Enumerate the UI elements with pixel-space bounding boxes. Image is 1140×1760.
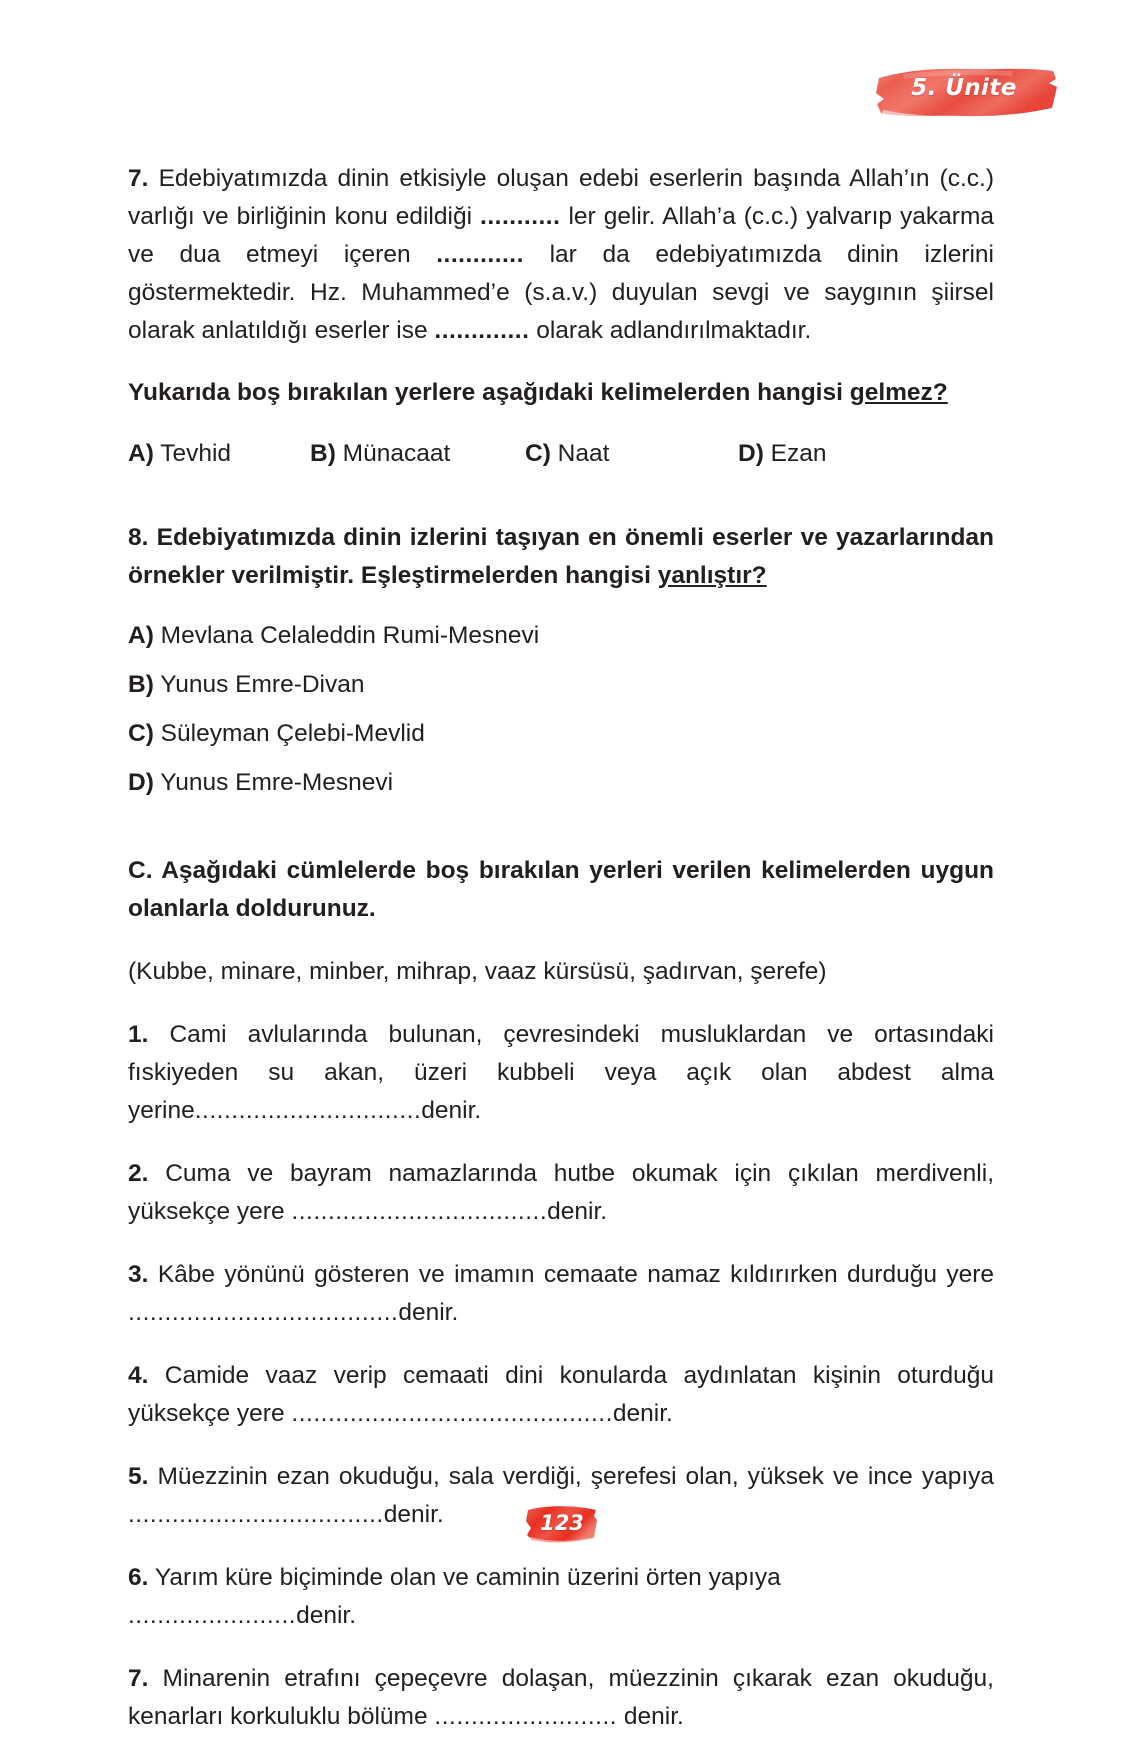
fill-item-text: Yarım küre biçiminde olan ve caminin üzerini örten yapıya	[154, 1563, 781, 1591]
fill-item-number: 3.	[128, 1260, 149, 1288]
option-d-letter: D)	[128, 769, 154, 796]
question-7-blank-2: ............	[436, 241, 524, 268]
option-a-label: Tevhid	[160, 439, 232, 467]
option-a[interactable]	[128, 437, 231, 471]
fill-item-blank[interactable]: .......................	[128, 1601, 297, 1629]
question-7-options	[128, 437, 994, 471]
fill-item-blank[interactable]: .....................................	[128, 1298, 399, 1326]
fill-item-number: 5.	[128, 1462, 149, 1490]
option-b[interactable]	[128, 668, 994, 702]
fill-item	[128, 1256, 994, 1332]
question-7-lead-emphasis: gelmez?	[849, 379, 948, 406]
option-a[interactable]	[128, 619, 994, 653]
section-c-word-bank: (Kubbe, minare, minber, mihrap, vaaz kürsüsü, şadırvan, şerefe)	[128, 957, 827, 985]
question-7-lead-text: Yukarıda boş bırakılan yerlere aşağıdaki kelimelerden hangisi	[128, 379, 850, 406]
fill-item-text: Camide vaaz verip cemaati dini konularda aydınlatan kişinin oturduğu yüksekçe yere	[128, 1361, 995, 1427]
fill-item-number: 7.	[128, 1664, 149, 1692]
unit-banner	[873, 62, 1061, 124]
fill-item-text: Cami avlularında bulunan, çevresindeki musluklardan ve ortasındaki fıskiyeden su akan, üzeri kubbeli veya açık olan abdest alma yerine	[128, 1020, 994, 1124]
question-7-number: 7.	[128, 165, 149, 192]
fill-item-text: Kâbe yönünü gösteren ve imamın cemaate namaz kıldırırken durduğu yere	[157, 1260, 994, 1288]
fill-item-blank[interactable]: ............................................	[291, 1399, 613, 1427]
option-c[interactable]	[525, 437, 609, 471]
fill-item-suffix: denir.	[421, 1096, 482, 1124]
option-c-letter: C)	[128, 720, 154, 747]
option-c-label: Naat	[557, 439, 610, 467]
question-7-stem-part-3: lar da edebiyatımızda dinin izlerini göstermektedir. Hz. Muhammed’e (s.a.v.) duyulan sevgi ve saygının şiirsel olarak anlatıldığı eserler ise	[128, 241, 994, 344]
fill-item	[128, 1155, 994, 1231]
fill-item	[128, 1357, 994, 1433]
fill-item-suffix: denir.	[612, 1399, 673, 1427]
fill-item-number: 1.	[128, 1020, 149, 1048]
section-c-heading: C. Aşağıdaki cümlelerde boş bırakılan yerleri verilen kelimelerden uygun olanlarla doldurunuz.	[128, 857, 994, 922]
option-c[interactable]	[128, 717, 994, 751]
fill-item-text: Cuma ve bayram namazlarında hutbe okumak için çıkılan merdivenli, yüksekçe yere	[128, 1159, 995, 1225]
fill-item-suffix: denir.	[296, 1601, 356, 1629]
question-8-stem-emphasis: yanlıştır?	[657, 561, 767, 589]
fill-item-number: 2.	[128, 1159, 149, 1187]
option-b-letter: B)	[128, 671, 154, 698]
option-c-label: Süleyman Çelebi-Mevlid	[160, 720, 425, 747]
question-7-lead	[128, 374, 994, 412]
option-d-letter: D)	[738, 439, 764, 467]
question-7-stem-part-2: ler gelir. Allah’a (c.c.) yalvarıp yakarma ve dua etmeyi içeren	[128, 203, 994, 268]
option-d[interactable]	[738, 437, 827, 471]
fill-item-blank[interactable]: ...................................	[128, 1500, 384, 1528]
option-a-letter: A)	[128, 622, 154, 649]
question-7-stem-part-1: Edebiyatımızda dinin etkisiyle oluşan edebi eserlerin başında Allah’ın (c.c.) varlığı ve birliğinin konu edildiği	[128, 165, 994, 230]
question-8-stem-text: 8. Edebiyatımızda dinin izlerini taşıyan en önemli eserler ve yazarlarından örnekler verilmiştir. Eşleştirmelerden hangisi	[128, 523, 994, 589]
question-7-stem-part-4: olarak adlandırılmaktadır.	[529, 317, 812, 344]
option-d-label: Yunus Emre-Mesnevi	[160, 769, 394, 796]
fill-item-text: Minarenin etrafını çepeçevre dolaşan, müezzinin çıkarak ezan okuduğu, kenarları korkuluklu bölüme	[128, 1664, 994, 1730]
fill-item-blank[interactable]: ...............................	[194, 1096, 422, 1124]
question-8-stem	[128, 519, 994, 595]
page-number-badge	[524, 1502, 600, 1548]
fill-item-blank[interactable]: ...................................	[291, 1197, 548, 1225]
question-7-blank-1: ...........	[480, 203, 561, 230]
question-8-options	[128, 619, 994, 800]
fill-item-number: 6.	[128, 1563, 149, 1591]
option-b-label: Yunus Emre-Divan	[160, 671, 365, 698]
fill-item-blank[interactable]: .........................	[434, 1702, 618, 1730]
option-d[interactable]	[128, 766, 994, 800]
fill-item-text: Müezzinin ezan okuduğu, sala verdiği, şerefesi olan, yüksek ve ince yapıya	[157, 1462, 994, 1490]
option-a-letter: A)	[128, 439, 154, 467]
fill-item	[128, 1660, 994, 1736]
option-a-label: Mevlana Celaleddin Rumi-Mesnevi	[160, 622, 540, 649]
fill-item	[128, 1016, 994, 1130]
question-7-blank-3: .............	[434, 317, 530, 344]
option-b-label: Münacaat	[342, 439, 451, 467]
fill-item	[128, 1559, 994, 1635]
option-d-label: Ezan	[770, 439, 827, 467]
fill-item-suffix: denir.	[383, 1500, 444, 1528]
fill-item-suffix: denir.	[398, 1298, 459, 1326]
option-b[interactable]	[310, 437, 450, 471]
fill-item-number: 4.	[128, 1361, 149, 1389]
option-b-letter: B)	[310, 439, 336, 467]
unit-badge-label: 5. Ünite	[911, 75, 1017, 101]
page-number-label: 123	[540, 1511, 584, 1535]
fill-item-suffix: denir.	[547, 1197, 608, 1225]
option-c-letter: C)	[525, 439, 551, 467]
question-7-stem	[128, 160, 994, 350]
fill-item-suffix: denir.	[617, 1702, 684, 1730]
